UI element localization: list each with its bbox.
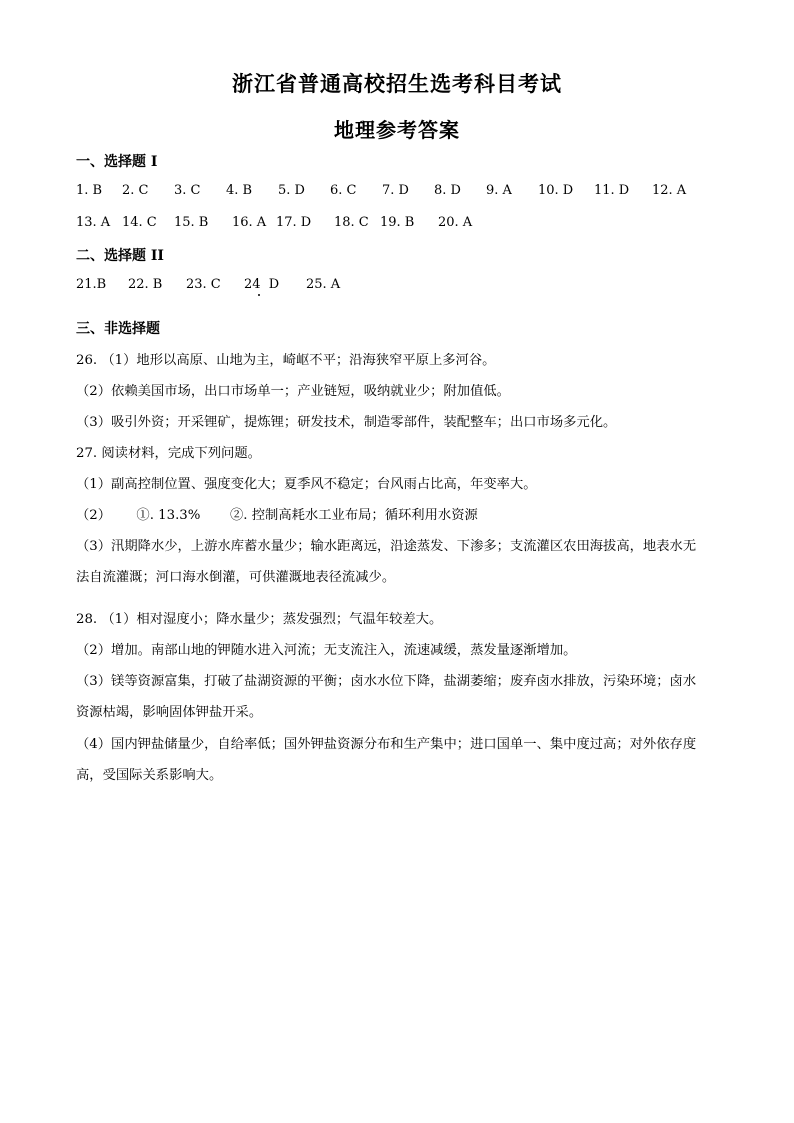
q27-line-1: （1）副高控制位置、强度变化大；夏季风不稳定；台风雨占比高，年变率大。 <box>76 477 537 492</box>
answer-item: 5. D <box>278 183 305 198</box>
answer-item: 20. A <box>438 215 473 230</box>
answer-item: 1. B <box>76 183 103 198</box>
q26-line-3: （3）吸引外资；开采锂矿，提炼锂；研发技术，制造零部件，装配整车；出口市场多元化。 <box>76 415 617 430</box>
q27-line-3a: （3）汛期降水少，上游水库蓄水量少；输水距离远，沿途蒸发、下渗多；支流灌区农田海拔高，地表水无 <box>76 539 697 554</box>
answer-item: 10. D <box>538 183 574 198</box>
answer-item: 14. C <box>122 215 157 230</box>
answer-item: 24 D <box>244 277 280 292</box>
page-subtitle: 地理参考答案 <box>334 118 460 142</box>
answer-item: 2. C <box>122 183 149 198</box>
section-3-heading: 三、非选择题 <box>76 321 160 337</box>
answer-item: 4. B <box>226 183 253 198</box>
q27-line-2: （2） ①. 13.3% ②. 控制高耗水工业布局；循环利用水资源 <box>76 508 478 523</box>
q28-line-1: 28. （1）相对湿度小；降水量少；蒸发强烈；气温年较差大。 <box>76 612 443 627</box>
page-title: 浙江省普通高校招生选考科目考试 <box>232 71 562 96</box>
section-2-heading: 二、选择题 II <box>76 248 164 264</box>
answer-item: 8. D <box>434 183 461 198</box>
answer-item: 22. B <box>128 277 163 292</box>
answer-item: 17. D <box>276 215 312 230</box>
q28-line-2: （2）增加。南部山地的钾随水进入河流；无支流注入，流速减缓，蒸发量逐渐增加。 <box>76 643 577 658</box>
answer-item: 15. B <box>174 215 209 230</box>
answer-item: 13. A <box>76 215 111 230</box>
answer-item: 6. C <box>330 183 357 198</box>
answer-item: 23. C <box>186 277 221 292</box>
answer-item: 18. C <box>334 215 369 230</box>
q28-line-3b: 资源枯竭，影响固体钾盐开采。 <box>76 705 263 720</box>
answer-item: 7. D <box>382 183 409 198</box>
answer-item: 25. A <box>306 277 341 292</box>
answer-item: 12. A <box>652 183 687 198</box>
q26-line-1: 26. （1）地形以高原、山地为主，崎岖不平；沿海狭窄平原上多河谷。 <box>76 353 496 368</box>
answer-item: 16. A <box>232 215 267 230</box>
stray-dot <box>258 294 260 296</box>
q28-line-4a: （4）国内钾盐储量少，自给率低；国外钾盐资源分布和生产集中；进口国单一、集中度过高；对外依存度 <box>76 737 697 752</box>
section-1-heading: 一、选择题 I <box>76 154 158 170</box>
answer-item: 3. C <box>174 183 201 198</box>
answer-item: 9. A <box>486 183 512 198</box>
q28-line-3a: （3）镁等资源富集，打破了盐湖资源的平衡；卤水水位下降，盐湖萎缩；废弃卤水排放，污染环境；卤水 <box>76 674 697 689</box>
answer-item: 19. B <box>380 215 415 230</box>
q26-line-2: （2）依赖美国市场，出口市场单一；产业链短，吸纳就业少；附加值低。 <box>76 384 510 399</box>
q28-line-4b: 高，受国际关系影响大。 <box>76 768 223 783</box>
q27-line-3b: 法自流灌溉；河口海水倒灌，可供灌溉地表径流减少。 <box>76 570 396 585</box>
answer-item: 21.B <box>76 277 107 292</box>
q27-line-0: 27. 阅读材料，完成下列问题。 <box>76 446 261 461</box>
answer-item: 11. D <box>594 183 630 198</box>
